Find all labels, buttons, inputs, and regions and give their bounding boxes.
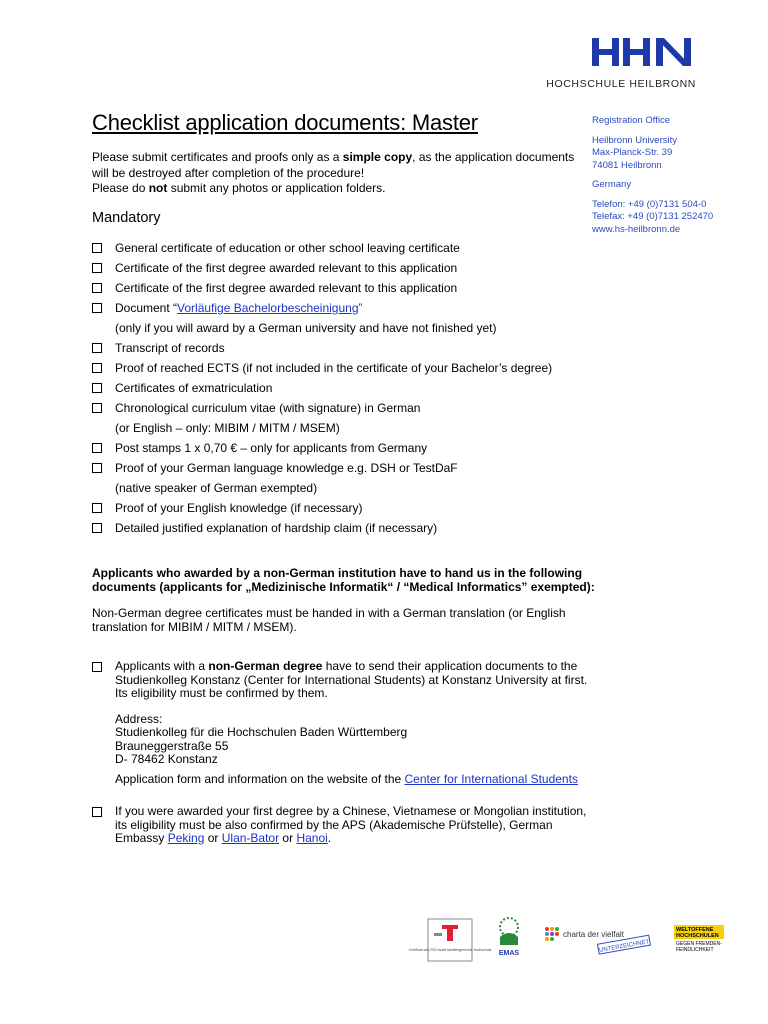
- contact-university: Heilbronn University: [592, 134, 678, 146]
- checklist-item-label: Certificates of exmatriculation: [115, 381, 273, 395]
- checklist-note: (only if you will award by a German university and have not finished yet): [115, 321, 497, 335]
- checklist-item: [92, 360, 582, 380]
- contact-country: Germany: [592, 179, 632, 190]
- checkbox-icon[interactable]: [92, 523, 102, 533]
- checklist-item: [92, 300, 582, 320]
- university-name: HOCHSCHULE HEILBRONN: [546, 78, 696, 90]
- mandatory-checklist: [92, 240, 582, 540]
- bachelor-certificate-link[interactable]: Vorläufige Bachelorbescheinigung: [177, 301, 359, 315]
- intro-text-part: Please do: [92, 181, 149, 195]
- checklist-item: [92, 340, 582, 360]
- charta-logo: [545, 927, 650, 954]
- quote-mark: ”: [358, 301, 363, 315]
- mandatory-heading: Mandatory: [92, 210, 161, 226]
- checklist-item-label: Chronological curriculum vitae (with signature) in German: [115, 401, 421, 415]
- checklist-item-label: General certificate of education or other school leaving certificate: [115, 241, 460, 255]
- contact-fax: Telefax: +49 (0)7131 252470: [592, 211, 714, 222]
- international-students-link[interactable]: Center for International Students: [404, 771, 578, 786]
- hhn-logo: [590, 36, 700, 72]
- info-text: Application form and information on the website of the: [115, 771, 405, 786]
- checkbox-icon[interactable]: [92, 807, 102, 817]
- checkbox-icon[interactable]: [92, 403, 102, 413]
- checklist-item: [92, 380, 582, 400]
- checklist-item-label: Proof of your English knowledge (if necessary): [115, 501, 363, 515]
- contact-phone: Telefon: +49 (0)7131 504-0: [592, 198, 707, 210]
- aps-text: If you were awarded your first degree by a Chinese, Vietnamese or Mongolian institution, its eligibility must be also confirmed by the APS (Akademische Prüfstelle), German Embassy: [115, 804, 587, 845]
- hanoi-link[interactable]: Hanoi: [296, 831, 328, 845]
- intro-text-part: , as the application documents will be destroyed after completion of the procedure!: [92, 150, 575, 180]
- intro-text-part: Please submit certificates and proofs only as a: [92, 150, 343, 164]
- ulan-bator-link[interactable]: Ulan-Bator: [221, 831, 280, 845]
- checkbox-icon[interactable]: [92, 283, 102, 293]
- emas-logo: [499, 918, 520, 957]
- aps-text: .: [327, 831, 332, 845]
- aps-item: [92, 805, 592, 846]
- konstanz-emphasis: non-German degree: [208, 659, 323, 673]
- intro-text: [92, 150, 592, 197]
- contact-street: Max-Planck-Str. 39: [592, 147, 673, 158]
- weltoffene-text: FEINDLICHKEIT: [676, 947, 714, 953]
- checklist-item-label: Transcript of records: [115, 341, 225, 355]
- emas-text: EMAS: [498, 950, 520, 957]
- checkbox-icon[interactable]: [92, 343, 102, 353]
- family-audit-text: Certificat seit 2010 audit familiengerechte hochschule: [408, 948, 492, 952]
- weltoffene-text: WELTOFFENE: [676, 927, 714, 933]
- family-audit-logo: [409, 919, 492, 961]
- checklist-item: [92, 500, 582, 520]
- checkbox-icon[interactable]: [92, 463, 102, 473]
- contact-web[interactable]: www.hs-heilbronn.de: [592, 223, 681, 235]
- charta-text: charta der vielfalt: [563, 930, 624, 939]
- weltoffene-logo: [674, 925, 724, 953]
- checkbox-icon[interactable]: [92, 363, 102, 373]
- weltoffene-text: HOCHSCHULEN: [676, 933, 719, 939]
- contact-city: 74081 Heilbronn: [592, 159, 662, 171]
- checklist-note: (or English – only: MIBIM / MITM / MSEM): [115, 421, 340, 435]
- checkbox-icon[interactable]: [92, 243, 102, 253]
- foreign-text: Non-German degree certificates must be handed in with a German translation (or English translation for MIBIM / MITM / MSEM).: [92, 606, 566, 634]
- checkbox-icon[interactable]: [92, 383, 102, 393]
- page-title: Checklist application documents: Master: [92, 110, 478, 135]
- checklist-item-label: Certificate of the first degree awarded relevant to this application: [115, 261, 458, 275]
- checklist-item: [92, 240, 582, 260]
- checklist-note: (native speaker of German exempted): [115, 481, 318, 495]
- aps-text: or: [279, 831, 297, 845]
- intro-text-part: submit any photos or application folders.: [167, 181, 386, 195]
- konstanz-item: [92, 660, 592, 786]
- address-line: Studienkolleg für die Hochschulen Baden Württemberg: [115, 725, 408, 739]
- address-line: D- 78462 Konstanz: [115, 752, 218, 766]
- checklist-item: [92, 460, 582, 480]
- checklist-item-label: Detailed justified explanation of hardship claim (if necessary): [115, 521, 438, 535]
- checklist-item-label: Proof of your German language knowledge e.g. DSH or TestDaF: [115, 461, 458, 475]
- checklist-item-label: Proof of reached ECTS (if not included in the certificate of your Bachelor’s degree): [115, 361, 553, 375]
- weltoffene-text: GEGEN FREMDEN-: [676, 941, 722, 947]
- checklist-item: [92, 280, 582, 300]
- checklist-item: [92, 260, 582, 280]
- konstanz-text: have to send their application documents to the Studienkolleg Konstanz (Center for International Students) at Konstanz University at first. Its eligibility must be confirmed by them.: [115, 659, 588, 700]
- checklist-item: [92, 440, 582, 460]
- checklist-item: [92, 520, 582, 540]
- footer-logos: [408, 915, 736, 970]
- intro-emphasis: simple copy: [342, 150, 413, 164]
- contact-office: Registration Office: [592, 115, 670, 126]
- checklist-item-label: Document “: [115, 301, 178, 315]
- checklist-item-label: Post stamps 1 x 0,70 € – only for applicants from Germany: [115, 441, 428, 455]
- checklist-item-label: Certificate of the first degree awarded relevant to this application: [115, 281, 458, 295]
- foreign-heading: Applicants who awarded by a non-German institution have to hand us in the following documents (applicants for „Medizinische Informatik“ / “Medical Informatics” exempted):: [92, 566, 595, 594]
- checkbox-icon[interactable]: [92, 443, 102, 453]
- checkbox-icon[interactable]: [92, 662, 102, 672]
- charta-stamp-text: UNTERZEICHNET: [598, 939, 650, 954]
- checkbox-icon[interactable]: [92, 263, 102, 273]
- contact-sidebar: [592, 115, 762, 236]
- checkbox-icon[interactable]: [92, 303, 102, 313]
- foreign-applicants-section: [92, 567, 597, 634]
- peking-link[interactable]: Peking: [167, 831, 205, 845]
- intro-emphasis: not: [148, 181, 168, 195]
- checklist-item: [92, 400, 582, 420]
- checkbox-icon[interactable]: [92, 503, 102, 513]
- aps-text: or: [204, 831, 222, 845]
- address-line: Brauneggerstraße 55: [115, 738, 229, 753]
- konstanz-text: Applicants with a: [115, 659, 209, 673]
- address-label: Address:: [115, 711, 163, 726]
